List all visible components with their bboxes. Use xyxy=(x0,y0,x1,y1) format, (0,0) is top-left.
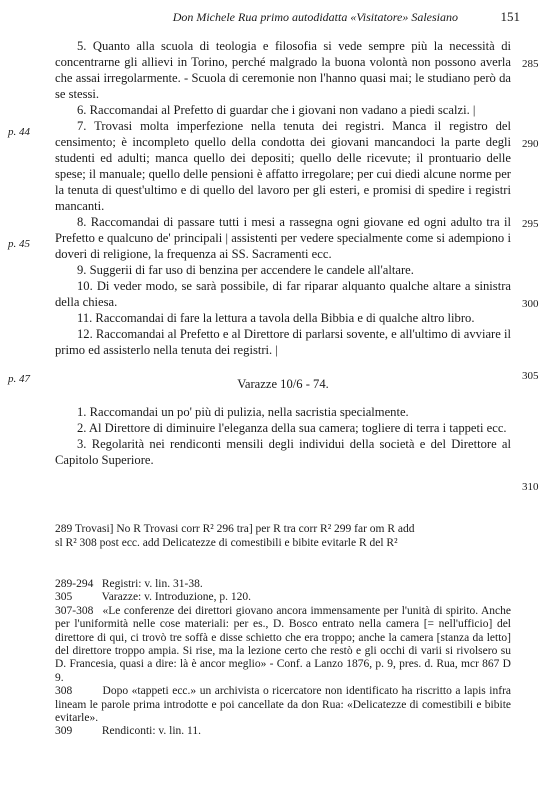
paragraph-9: 9. Suggerii di far uso di benzina per accendere le candele all'altare. xyxy=(77,263,414,277)
apparatus-line: sl R² 308 post ecc. add Delicatezze di comestibili e bibite evitarle R del R² xyxy=(55,537,398,549)
apparatus-line: 289 Trovasi] No R Trovasi corr R² 296 tra] per R tra corr R² 299 far om R add xyxy=(55,523,415,535)
note xyxy=(55,605,511,685)
note-text: Dopo «tappeti ecc.» un archivista o ricercatore non identificato ha riscritto a lapis infra lineam le parole prima introdotte e poi cancellate da don Rua: «Delicatezze di comestibili e bibite evitarle». xyxy=(55,685,511,725)
note-text: Rendiconti: v. lin. 11. xyxy=(101,725,202,738)
margin-line-number: 295 xyxy=(522,218,539,230)
margin-line-number: 305 xyxy=(522,370,539,382)
margin-page-ref: p. 44 xyxy=(8,126,30,138)
note xyxy=(55,591,511,604)
critical-apparatus xyxy=(55,522,511,550)
note-ref: 289-294 xyxy=(55,578,94,590)
main-text xyxy=(55,38,511,468)
paragraph-5: 5. Quanto alla scuola di teologia e filosofia si vede sempre più la necessità di concentrarne gli allievi in Torino, perché malgrado la buona volontà non possono averla che assai irregolarmente. - Scuola di ceremonie non l'hanno quasi mai; le studiano però da se stessi. xyxy=(55,39,511,101)
section-paragraph-3: 3. Regolarità nei rendiconti mensili degli individui della società e del Direttore al Capitolo Superiore. xyxy=(55,437,511,467)
paragraph-11: 11. Raccomandai di fare la lettura a tavola della Bibbia e di qualche altro libro. xyxy=(77,311,475,325)
note xyxy=(55,578,511,591)
note-text: Registri: v. lin. 31-38. xyxy=(101,578,203,590)
footnotes xyxy=(55,578,511,739)
margin-line-number: 300 xyxy=(522,298,539,310)
paragraph-7: 7. Trovasi molta imperfezione nella tenuta dei registri. Manca il registro del censimento; è incompleto quello della condotta dei giovani mancandoci la parte degli studenti ed adulti; manca quello dei depositi; quello delle ricevute; il prontuario delle spese; il manuale; quello delle pensioni è affatto irregolare; per cui diedi alcune norme per la tenuta di quest'ultimo e di quello del lavoro per gli esteri, e promisi di spedire i registri mancanti. xyxy=(55,119,511,213)
running-title: Don Michele Rua primo autodidatta «Visitatore» Salesiano xyxy=(172,10,458,24)
paragraph-10: 10. Di veder modo, se sarà possibile, di far riparar alquanto qualche altare a sinistra della chiesa. xyxy=(55,279,511,309)
note-ref: 305 xyxy=(55,591,73,604)
paragraph-12: 12. Raccomandai al Prefetto e al Direttore di parlarsi sovente, e all'ultimo di avviare il primo ed assisterlo nella tenuta dei registri. | xyxy=(55,327,511,357)
margin-line-number: 285 xyxy=(522,58,539,70)
margin-line-number: 290 xyxy=(522,138,539,150)
note xyxy=(55,685,511,725)
page-number: 151 xyxy=(500,9,520,24)
note-text: «Le conferenze dei direttori giovano ancora immensamente per l'unità di spirito. Anche per l'uniformità nelle cose materiali: per es., D. Bosco entrato nella camera [= nell'ufficio] del direttore di qui, ci trovò tre soffà e disse schietto che era troppo; anche la camera [stanza da letto] del direttore troppo ampia. Si rise, ma la lezione certo che restò e gli occhi di varii si rivolsero su D. Francesia, quasi a dire: là è ancor meglio» - Conf. a Lanzo 1876, p. 9, pres. d. Rua, mcr 867 D 9. xyxy=(55,604,512,684)
margin-line-number: 310 xyxy=(522,481,539,493)
margin-page-ref: p. 45 xyxy=(8,238,30,250)
paragraph-8: 8. Raccomandai di passare tutti i mesi a rassegna ogni giovane ed ogni adulto tra il Prefetto e qualcuno de' principali | assistenti per vedere specialmente come si adempiono i doveri di religione, la frequenza ai SS. Sacramenti ecc. xyxy=(55,215,511,261)
note xyxy=(55,725,511,738)
section-paragraph-1: 1. Raccomandai un po' più di pulizia, nella sacristia specialmente. xyxy=(77,405,409,419)
note-ref: 308 xyxy=(55,685,73,698)
paragraph-6: 6. Raccomandai al Prefetto di guardar che i giovani non vadano a piedi scalzi. | xyxy=(77,103,476,117)
section-paragraph-2: 2. Al Direttore di diminuire l'eleganza della sua camera; togliere di terra i tappeti ecc. xyxy=(77,421,507,435)
margin-page-ref: p. 47 xyxy=(8,373,30,385)
section-title: Varazze 10/6 - 74. xyxy=(237,377,329,391)
note-ref: 309 xyxy=(55,725,73,738)
note-text: Varazze: v. Introduzione, p. 120. xyxy=(101,591,252,604)
note-ref: 307-308 xyxy=(55,604,94,617)
